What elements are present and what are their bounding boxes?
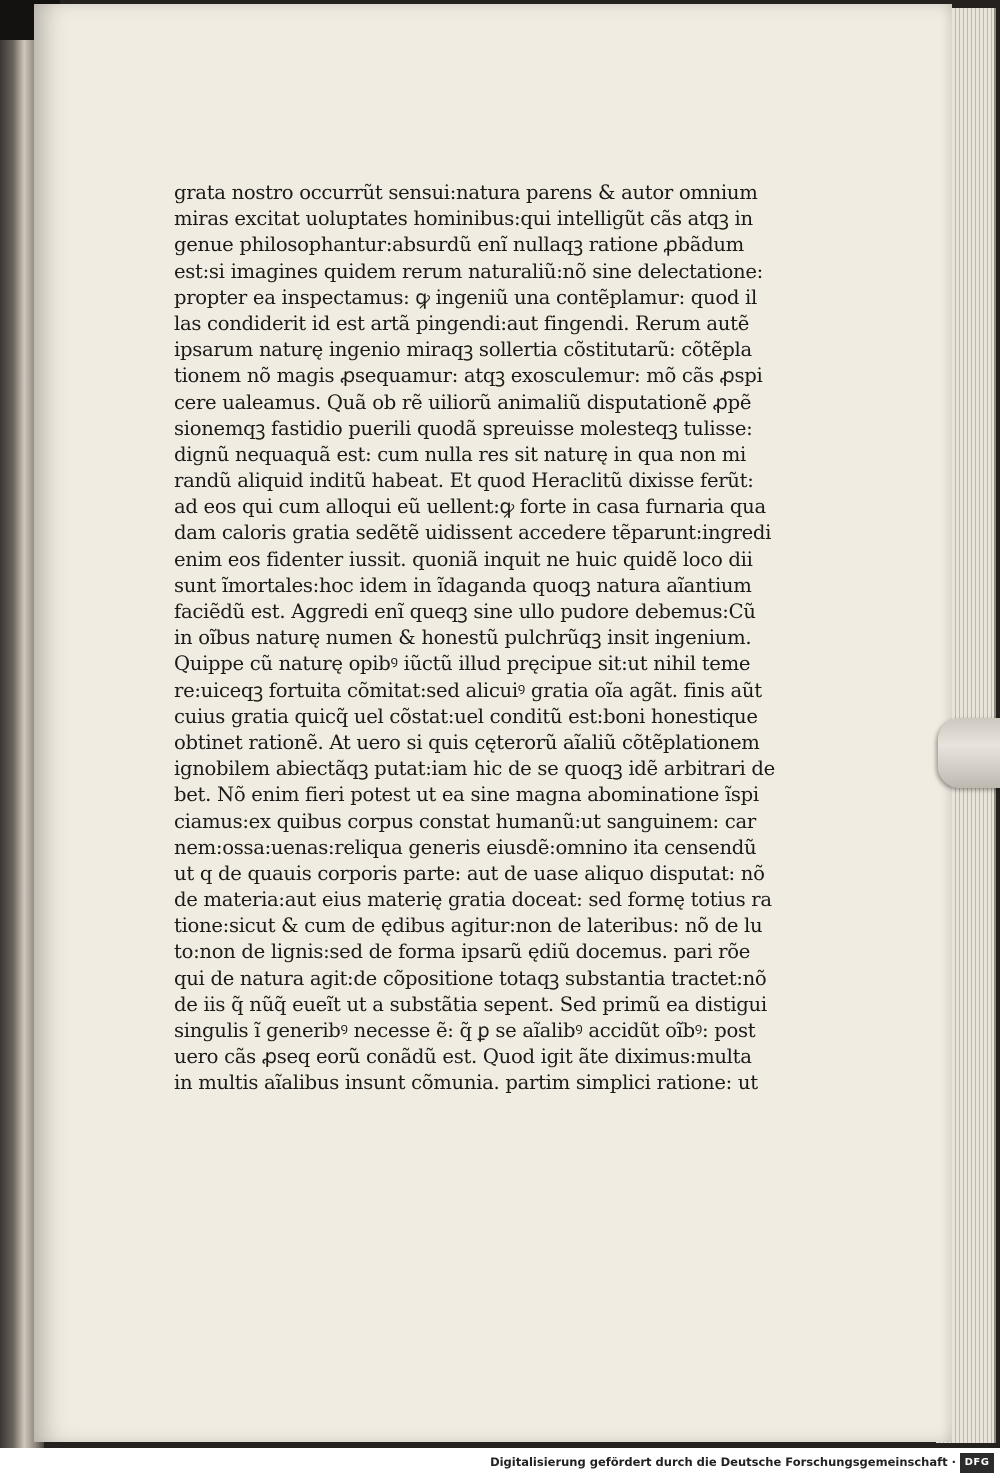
text-line: sunt ĩmortales:hoc idem in ĩdaganda quoqꝫ natura aĩantium bbox=[174, 573, 752, 597]
funding-credit: Digitalisierung gefördert durch die Deutsche Forschungsgemeinschaft · bbox=[490, 1455, 956, 1469]
text-line: qui de natura agit:de cõpositione totaqꝫ substantia tractet:nõ bbox=[174, 966, 767, 990]
text-line: re:uiceqꝫ fortuita cõmitat:sed alicuiꝰ gratia oĩa agãt. finis aũt bbox=[174, 678, 762, 702]
text-line: Quippe cũ naturę opibꝰ iũctũ illud pręcipue sit:ut nihil teme bbox=[174, 652, 751, 676]
text-line: de materia:aut eius materię gratia doceat: sed formę totius ra bbox=[174, 888, 772, 912]
page-clip bbox=[938, 718, 1000, 788]
text-line: propter ea inspectamus: ꝙ ingeniũ una contẽplamur: quod il bbox=[174, 285, 757, 309]
text-line: enim eos fidenter iussit. quoniã inquit ne huic quidẽ loco dii bbox=[174, 547, 753, 571]
text-line: obtinet rationẽ. At uero si quis cęterorũ aĩaliũ cõtẽplationem bbox=[174, 730, 760, 754]
text-line: ignobilem abiectãqꝫ putat:iam hic de se quoqꝫ idẽ arbitrari de bbox=[174, 757, 775, 781]
footer-bar bbox=[0, 1448, 1000, 1478]
text-line: bet. Nõ enim fieri potest ut ea sine magna abominatione ĩspi bbox=[174, 783, 759, 807]
text-line: singulis ĩ generibꝰ necesse ẽ: q̃ ꝑ se aĩalibꝰ accidũt oĩbꝰ: post bbox=[174, 1019, 756, 1042]
text-line: randũ aliquid inditũ habeat. Et quod Heraclitũ dixisse ferũt: bbox=[174, 469, 754, 493]
text-line: las condiderit id est artã pingendi:aut fingendi. Rerum autẽ bbox=[174, 311, 749, 335]
text-line: dam caloris gratia sedẽtẽ uidissent accedere tẽparunt:ingredi bbox=[174, 521, 772, 545]
text-line: tione:sicut & cum de ędibus agitur:non de lateribus: nõ de lu bbox=[174, 914, 763, 938]
text-line: ad eos qui cum alloqui eũ uellent:ꝙ forte in casa furnaria qua bbox=[174, 495, 766, 519]
text-line: nem:ossa:uenas:reliqua generis eiusdẽ:omnino ita censendũ bbox=[174, 835, 757, 859]
text-line: to:non de lignis:sed de forma ipsarũ ędiũ docemus. pari rõe bbox=[174, 940, 750, 964]
text-line: est:si imagines quidem rerum naturaliũ:nõ sine delectatione: bbox=[174, 259, 763, 283]
text-line: grata nostro occurrũt sensui:natura parens & autor omnium bbox=[174, 181, 758, 204]
text-line: ipsarum naturę ingenio miraqꝫ sollertia cõstitutarũ: cõtẽpla bbox=[174, 338, 752, 362]
text-line: cuius gratia quicq̃ uel cõstat:uel conditũ est:boni honestique bbox=[174, 704, 758, 728]
text-line: sionemqꝫ fastidio puerili quodã spreuisse molesteqꝫ tulisse: bbox=[174, 416, 753, 440]
text-line: uero cãs ꝓseq eorũ conãdũ est. Quod igit ãte diximus:multa bbox=[174, 1045, 752, 1069]
text-line: in multis aĩalibus insunt cõmunia. partim simplici ratione: ut bbox=[174, 1071, 758, 1095]
text-line: ciamus:ex quibus corpus constat humanũ:ut sanguinem: car bbox=[174, 809, 756, 833]
text-line: faciẽdũ est. Aggredi enĩ queqꝫ sine ullo pudore debemus:Cũ bbox=[174, 600, 756, 623]
printed-text-block bbox=[174, 180, 774, 1097]
text-line: tionem nõ magis ꝓsequamur: atqꝫ exosculemur: mõ cãs ꝓspi bbox=[174, 364, 763, 388]
text-line: in oĩbus naturę numen & honestũ pulchrũqꝫ insit ingenium. bbox=[174, 626, 752, 650]
text-line: genue philosophantur:absurdũ enĩ nullaqꝫ ratione ꝓbãdum bbox=[174, 233, 744, 257]
text-line: miras excitat uoluptates hominibus:qui intelligũt cãs atqꝫ in bbox=[174, 207, 753, 231]
text-line: de iis q̃ nũq̃ eueĩt ut a substãtia sepent. Sed primũ ea distigui bbox=[174, 992, 767, 1016]
text-line: cere ualeamus. Quã ob rẽ uiliorũ animaliũ disputationẽ ꝓpẽ bbox=[174, 390, 752, 414]
text-line: ut q de quauis corporis parte: aut de uase aliquo disputat: nõ bbox=[174, 861, 765, 885]
dfg-logo: DFG bbox=[960, 1453, 994, 1473]
text-line: dignũ nequaquã est: cum nulla res sit naturę in qua non mi bbox=[174, 442, 746, 466]
